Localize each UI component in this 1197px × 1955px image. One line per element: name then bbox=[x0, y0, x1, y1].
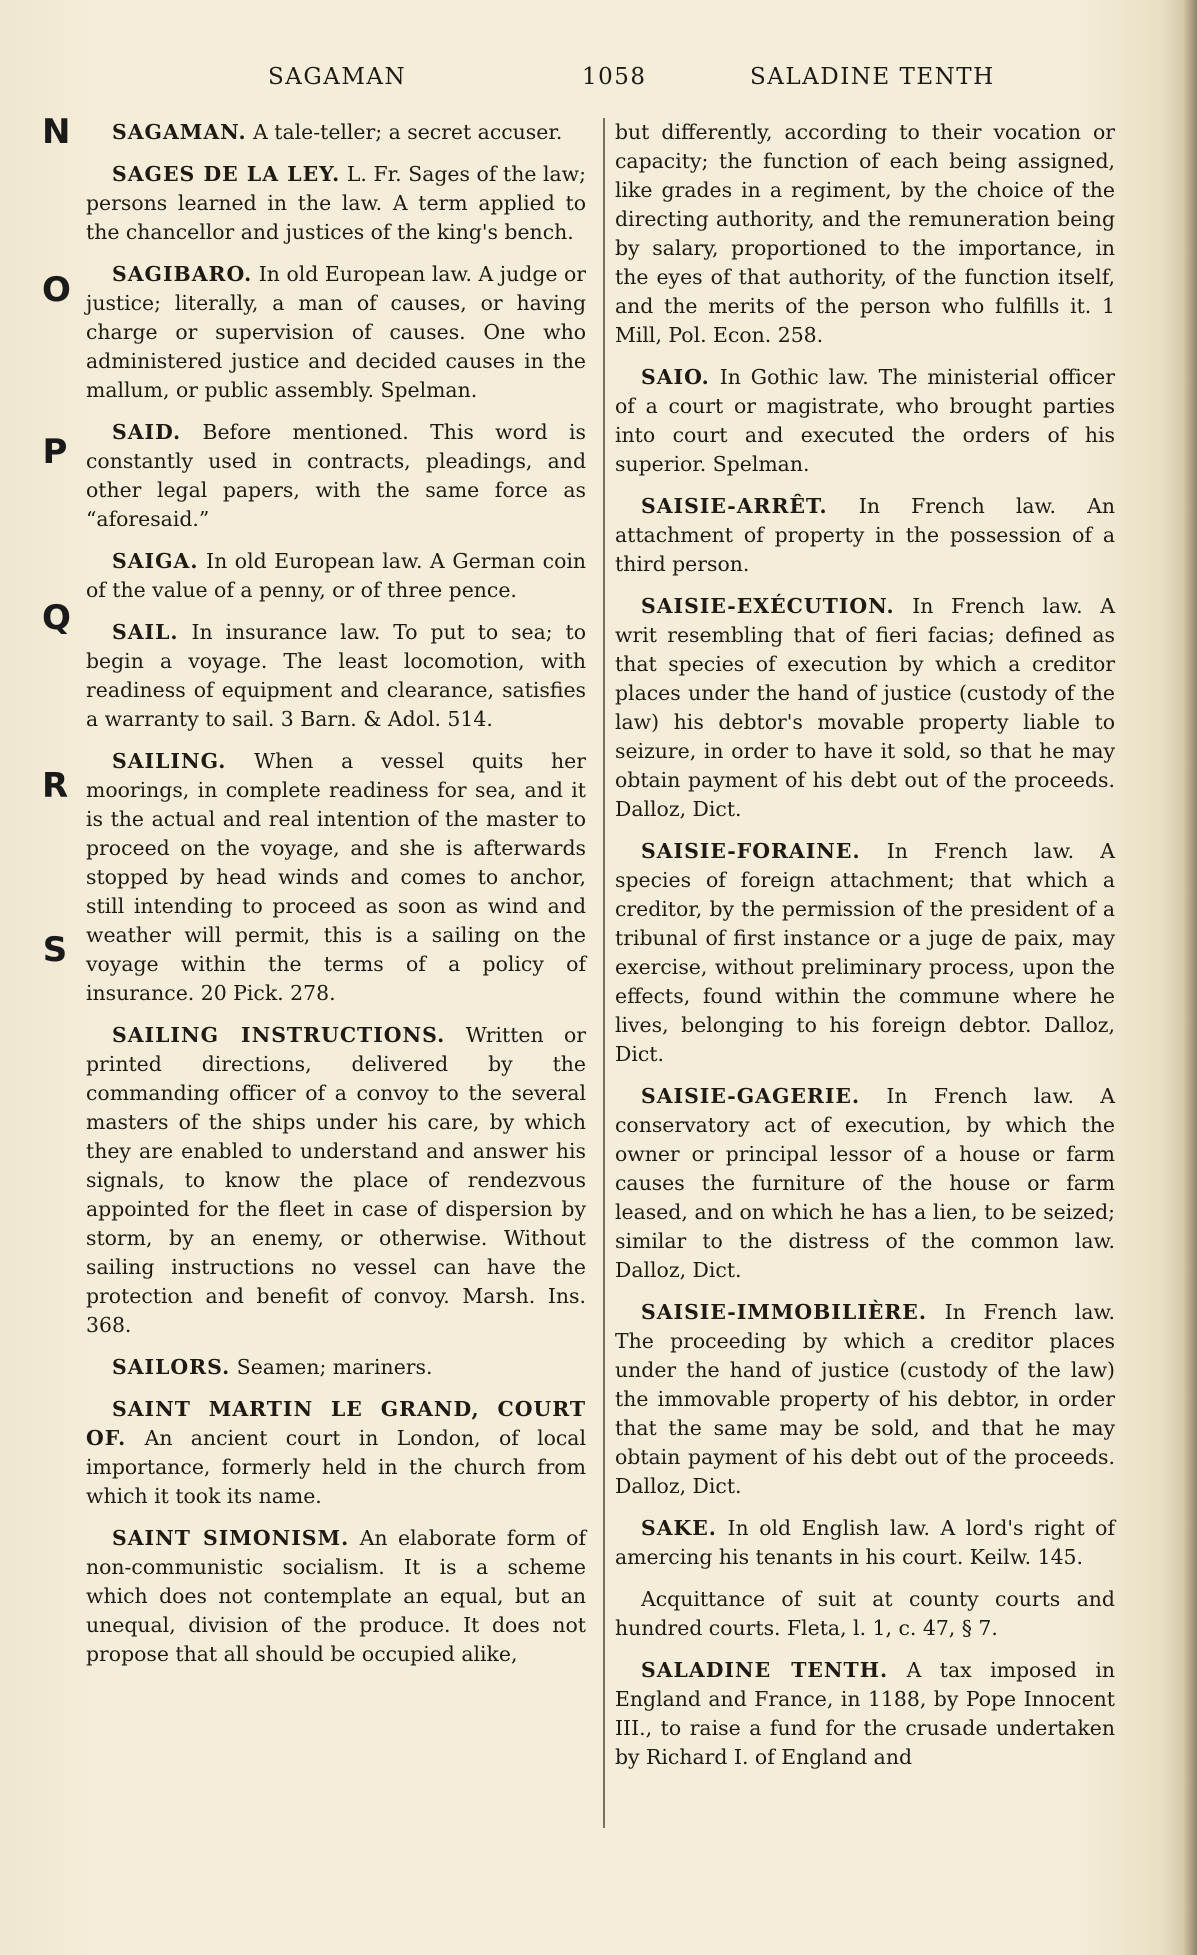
dictionary-entry bbox=[615, 1585, 1115, 1643]
entry-definition: In French law. A conservatory act of execution, by which the owner or principal lessor of a house or farm causes the furniture of the house or farm leased, and on which he has a lien, to be seized; similar to the distress of the common law. Dalloz, Dict. bbox=[615, 1084, 1116, 1282]
dictionary-entry bbox=[86, 1395, 586, 1511]
dictionary-entry bbox=[615, 1082, 1115, 1285]
dictionary-entry bbox=[615, 363, 1115, 479]
left-column bbox=[86, 118, 586, 1682]
entry-term: SAILING INSTRUCTIONS. bbox=[112, 1023, 446, 1047]
entry-term: SAID. bbox=[112, 420, 182, 444]
dictionary-entry bbox=[86, 260, 586, 405]
dictionary-entry bbox=[86, 547, 586, 605]
entry-definition: In French law. The proceeding by which a creditor places under the hand of justice (custody of the law) the immovable property of his debtor, in order that the same may be sold, and that he may obtain payment of his debt out of the proceeds. Dalloz, Dict. bbox=[615, 1300, 1115, 1498]
entry-definition: In Gothic law. The ministerial officer of a court or magistrate, who brought parties into court and executed the orders of his superior. Spelman. bbox=[615, 365, 1115, 476]
entry-term: SAGES DE LA LEY. bbox=[112, 162, 341, 186]
entry-term: SAISIE-FORAINE. bbox=[641, 839, 861, 863]
dictionary-entry bbox=[615, 837, 1115, 1069]
page-spine-edge bbox=[1183, 0, 1197, 1955]
dictionary-entry bbox=[86, 1353, 586, 1382]
thumb-index-q[interactable]: Q bbox=[42, 598, 71, 638]
entry-term: SAISIE-ARRÊT. bbox=[641, 494, 828, 518]
page-number: 1058 bbox=[582, 64, 647, 90]
entry-definition: An ancient court in London, of local importance, formerly held in the church from which it took its name. bbox=[86, 1426, 586, 1508]
thumb-index-o[interactable]: O bbox=[42, 270, 71, 310]
thumb-index-s[interactable]: S bbox=[42, 930, 68, 970]
entry-definition: In French law. An attachment of property in the possession of a third person. bbox=[615, 494, 1115, 576]
thumb-index-n[interactable]: N bbox=[42, 112, 71, 152]
header-last-term: SALADINE TENTH bbox=[750, 64, 995, 90]
dictionary-entry bbox=[86, 1524, 586, 1669]
entry-definition: In old European law. A German coin of the value of a penny, or of three pence. bbox=[86, 549, 587, 602]
dictionary-entry bbox=[86, 1021, 586, 1340]
dictionary-entry bbox=[615, 1514, 1115, 1572]
entry-term: SAGIBARO. bbox=[112, 262, 253, 286]
header-first-term: SAGAMAN bbox=[268, 64, 407, 90]
dictionary-entry bbox=[86, 118, 586, 147]
dictionary-entry bbox=[86, 618, 586, 734]
entry-definition: In old English law. A lord's right of amercing his tenants in his court. Keilw. 145. bbox=[615, 1516, 1115, 1569]
thumb-index-p[interactable]: P bbox=[42, 432, 68, 472]
entry-term: SAILING. bbox=[112, 749, 227, 773]
entry-term: SAINT SIMONISM. bbox=[112, 1526, 350, 1550]
entry-term: SAGAMAN. bbox=[112, 120, 247, 144]
dictionary-entry bbox=[615, 1656, 1115, 1772]
entry-term: SAISIE-GAGERIE. bbox=[641, 1084, 861, 1108]
entry-definition: L. Fr. Sages of the law; persons learned in the law. A term applied to the chancellor and justices of the king's bench. bbox=[86, 162, 587, 244]
entry-definition: In French law. A writ resembling that of fieri facias; defined as that species of execution by which a creditor places under the hand of justice (custody of the law) his debtor's movable property liable to seizure, in order to have it sold, so that he may obtain payment of his debt out of the proceeds. Dalloz, Dict. bbox=[615, 594, 1115, 821]
entry-definition: but differently, according to their vocation or capacity; the function of each being assigned, like grades in a regiment, by the choice of the directing authority, and the remuneration being by salary, proportioned to the importance, in the eyes of that authority, of the function itself, and the merits of the person who fulfills it. 1 Mill, Pol. Econ. 258. bbox=[615, 120, 1115, 347]
dictionary-entry bbox=[86, 418, 586, 534]
right-column bbox=[615, 118, 1115, 1785]
entry-term: SAINT MARTIN LE GRAND, COURT OF. bbox=[86, 1397, 586, 1450]
entry-definition: A tax imposed in England and France, in 1188, by Pope Innocent III., to raise a fund for the crusade undertaken by Richard I. of England and bbox=[615, 1658, 1115, 1769]
entry-term: SAKE. bbox=[641, 1516, 717, 1540]
entry-definition: In French law. A species of foreign attachment; that which a creditor, by the permission of the president of a tribunal of first instance or a juge de paix, may exercise, without preliminary process, upon the effects, found within the commune where he lives, belonging to his foreign debtor. Dalloz, Dict. bbox=[615, 839, 1115, 1066]
entry-term: SAILORS. bbox=[112, 1355, 231, 1379]
dictionary-entry bbox=[86, 160, 586, 247]
entry-definition: An elaborate form of non-communistic socialism. It is a scheme which does not contemplate an equal, but an unequal, division of the produce. It does not propose that all should be occupied alike, bbox=[86, 1526, 586, 1666]
entry-term: SAIO. bbox=[641, 365, 710, 389]
dictionary-entry bbox=[615, 492, 1115, 579]
dictionary-entry bbox=[86, 747, 586, 1008]
entry-term: SAISIE-IMMOBILIÈRE. bbox=[641, 1300, 927, 1324]
running-header bbox=[0, 64, 1197, 96]
entry-definition: When a vessel quits her moorings, in complete readiness for sea, and it is the actual and real intention of the master to proceed on the voyage, and she is afterwards stopped by head winds and comes to anchor, still intending to proceed as soon as wind and weather will permit, this is a sailing on the voyage within the terms of a policy of insurance. 20 Pick. 278. bbox=[86, 749, 586, 1005]
thumb-index-r[interactable]: R bbox=[42, 766, 69, 806]
entry-definition: In old European law. A judge or justice; literally, a man of causes, or having charge or supervision of causes. One who administered justice and decided causes in the mallum, or public assembly. Spelman. bbox=[86, 262, 586, 402]
entry-definition: A tale-teller; a secret accuser. bbox=[253, 120, 563, 144]
dictionary-entry bbox=[615, 1298, 1115, 1501]
entry-term: SAIL. bbox=[112, 620, 179, 644]
column-divider bbox=[603, 118, 605, 1828]
entry-definition: Seamen; mariners. bbox=[236, 1355, 433, 1379]
entry-definition: Before mentioned. This word is constantly used in contracts, pleadings, and other legal papers, with the same force as “aforesaid.” bbox=[86, 420, 586, 531]
entry-term: SALADINE TENTH. bbox=[641, 1658, 889, 1682]
entry-definition: In insurance law. To put to sea; to begin a voyage. The least locomotion, with readiness of equipment and clearance, satisfies a warranty to sail. 3 Barn. & Adol. 514. bbox=[86, 620, 587, 731]
entry-definition: Written or printed directions, delivered by the commanding officer of a convoy to the several masters of the ships under his care, by which they are enabled to understand and answer his signals, to know the place of rendezvous appointed for the fleet in case of dispersion by storm, by an enemy, or otherwise. Without sailing instructions no vessel can have the protection and benefit of convoy. Marsh. Ins. 368. bbox=[86, 1023, 587, 1337]
dictionary-entry bbox=[615, 592, 1115, 824]
entry-term: SAIGA. bbox=[112, 549, 199, 573]
entry-definition: Acquittance of suit at county courts and hundred courts. Fleta, l. 1, c. 47, § 7. bbox=[615, 1587, 1115, 1640]
entry-term: SAISIE-EXÉCUTION. bbox=[641, 594, 895, 618]
dictionary-entry bbox=[615, 118, 1115, 350]
